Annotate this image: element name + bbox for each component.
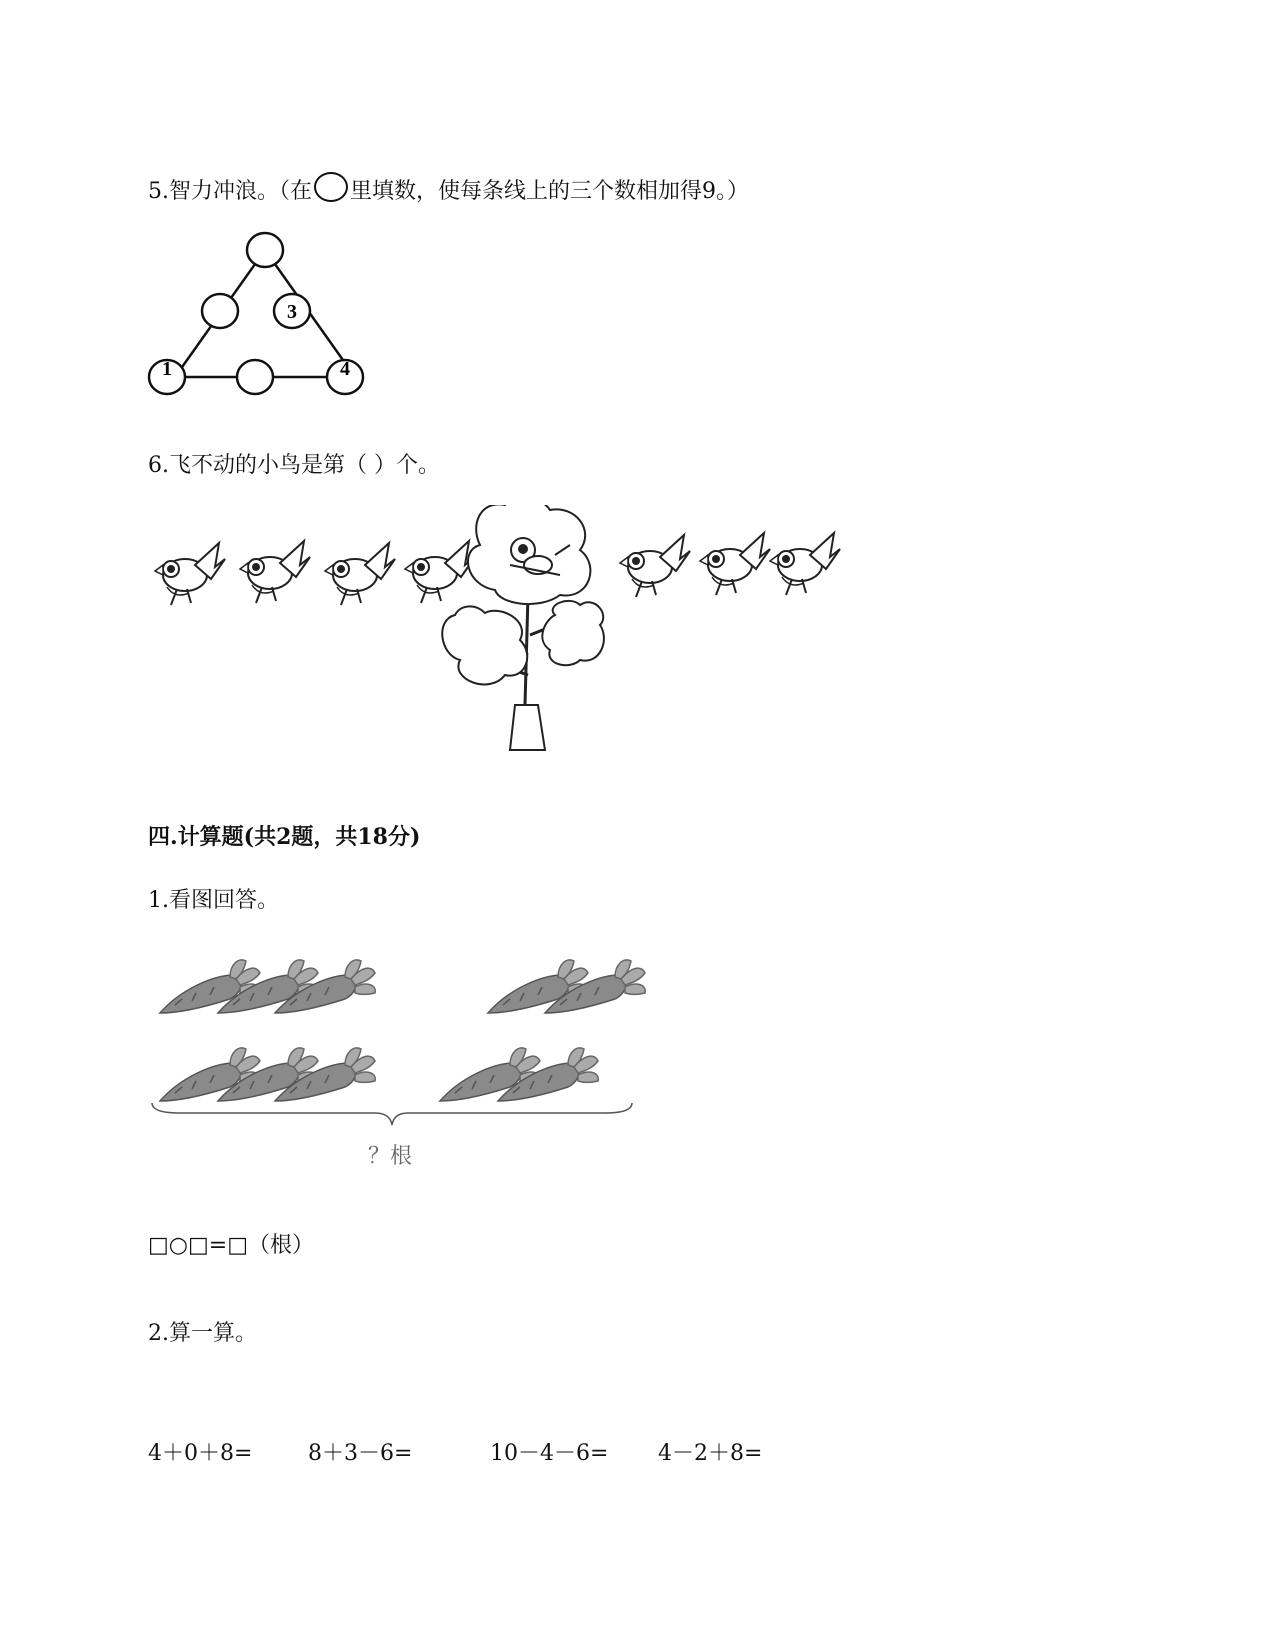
bird-6 — [620, 535, 690, 597]
q5-prefix: 5.智力冲浪。（在 — [148, 179, 312, 204]
bird-4 — [405, 541, 475, 603]
calc1-formula: □○□=□（根） — [148, 1233, 314, 1258]
equation-4: 4－2＋8= — [658, 1441, 763, 1466]
circle-bottom-middle[interactable] — [237, 360, 273, 394]
circle-top[interactable] — [247, 233, 283, 267]
calc1-text: 1.看图回答。 — [148, 888, 279, 913]
number-3: 3 — [287, 301, 297, 323]
tree-icon — [442, 505, 604, 750]
q5-suffix: 里填数，使每条线上的三个数相加得9。） — [350, 179, 749, 204]
equation-1: 4＋0＋8= — [148, 1441, 253, 1466]
carrots-illustration — [150, 935, 670, 1175]
calc2-text: 2.算一算。 — [148, 1321, 257, 1346]
inline-circle-icon — [314, 172, 348, 202]
section-4-title: 四.计算题(共2题，共18分) — [148, 824, 421, 850]
circle-left-middle[interactable] — [202, 294, 238, 328]
number-1: 1 — [162, 358, 172, 380]
equation-2: 8＋3－6= — [308, 1441, 413, 1466]
brace-icon — [152, 1103, 632, 1125]
number-4: 4 — [340, 358, 350, 380]
bird-8 — [770, 533, 840, 595]
birds-tree-illustration — [150, 505, 870, 785]
q6-text: 6.飞不动的小鸟是第（ ）个。 — [148, 453, 440, 478]
equation-3: 10－4－6= — [490, 1441, 609, 1466]
bird-3 — [325, 543, 395, 605]
q5-text — [148, 172, 749, 206]
number-triangle-diagram — [140, 225, 390, 405]
carrot-caption: ？根 — [367, 1144, 413, 1169]
bird-2 — [240, 541, 310, 603]
bird-7 — [700, 533, 770, 595]
bird-1 — [155, 543, 225, 605]
